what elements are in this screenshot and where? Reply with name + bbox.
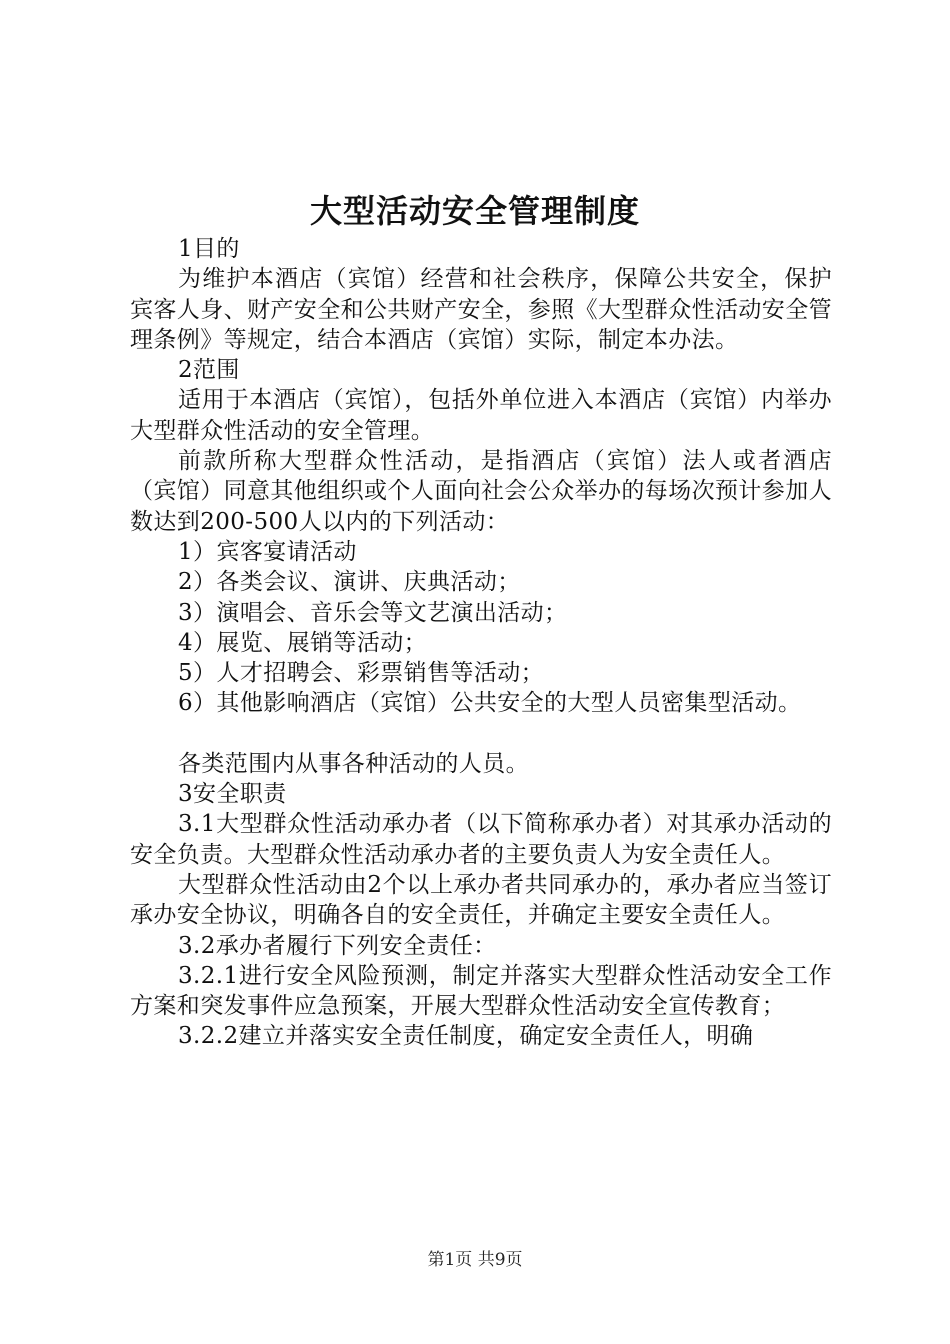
list-item: 3）演唱会、音乐会等文艺演出活动； xyxy=(178,599,568,626)
blank-line xyxy=(130,719,832,749)
paragraph-scope: 适用于本酒店（宾馆），包括外单位进入本酒店（宾馆）内举办大型群众性活动的安全管理。 xyxy=(130,387,832,444)
paragraph-3-2-1: 3.2.1进行安全风险预测，制定并落实大型群众性活动安全工作方案和突发事件应急预案，开展大型群众性活动安全宣传教育； xyxy=(130,962,832,1020)
list-item: 5）人才招聘会、彩票销售等活动； xyxy=(178,660,545,687)
paragraph-joint-organizers: 大型群众性活动由2个以上承办者共同承办的，承办者应当签订承办安全协议，明确各自的安全责任，并确定主要安全责任人。 xyxy=(130,871,832,929)
page-footer: 第1页 共9页 xyxy=(427,1250,523,1270)
paragraph-purpose: 为维护本酒店（宾馆）经营和社会秩序，保障公共安全，保护宾客人身、财产安全和公共财产安全，参照《大型群众性活动安全管理条例》等规定，结合本酒店（宾馆）实际，制定本办法。 xyxy=(130,266,832,353)
section-heading-responsibility: 3安全职责 xyxy=(178,781,287,808)
list-item: 1）宾客宴请活动 xyxy=(178,538,357,565)
paragraph-definition: 前款所称大型群众性活动，是指酒店（宾馆）法人或者酒店（宾馆）同意其他组织或个人面向社会公众举办的每场次预计参加人数达到200-500人以内的下列活动： xyxy=(130,448,832,535)
paragraph-3-1: 3.1大型群众性活动承办者（以下简称承办者）对其承办活动的安全负责。大型群众性活动承办者的主要负责人为安全责任人。 xyxy=(130,811,832,868)
paragraph-personnel: 各类范围内从事各种活动的人员。 xyxy=(178,750,529,777)
document-title: 大型活动安全管理制度 xyxy=(309,192,640,230)
paragraph-3-2-2: 3.2.2建立并落实安全责任制度，确定安全责任人，明确 xyxy=(178,1023,754,1050)
section-heading-purpose: 1目的 xyxy=(178,236,240,262)
paragraph-3-2: 3.2承办者履行下列安全责任： xyxy=(178,932,497,959)
list-item: 2）各类会议、演讲、庆典活动； xyxy=(178,569,521,596)
list-item: 4）展览、展销等活动； xyxy=(178,629,428,656)
list-item: 6）其他影响酒店（宾馆）公共安全的大型人员密集型活动。 xyxy=(178,690,802,717)
section-heading-scope: 2范围 xyxy=(178,357,240,384)
document-body xyxy=(130,234,832,1052)
